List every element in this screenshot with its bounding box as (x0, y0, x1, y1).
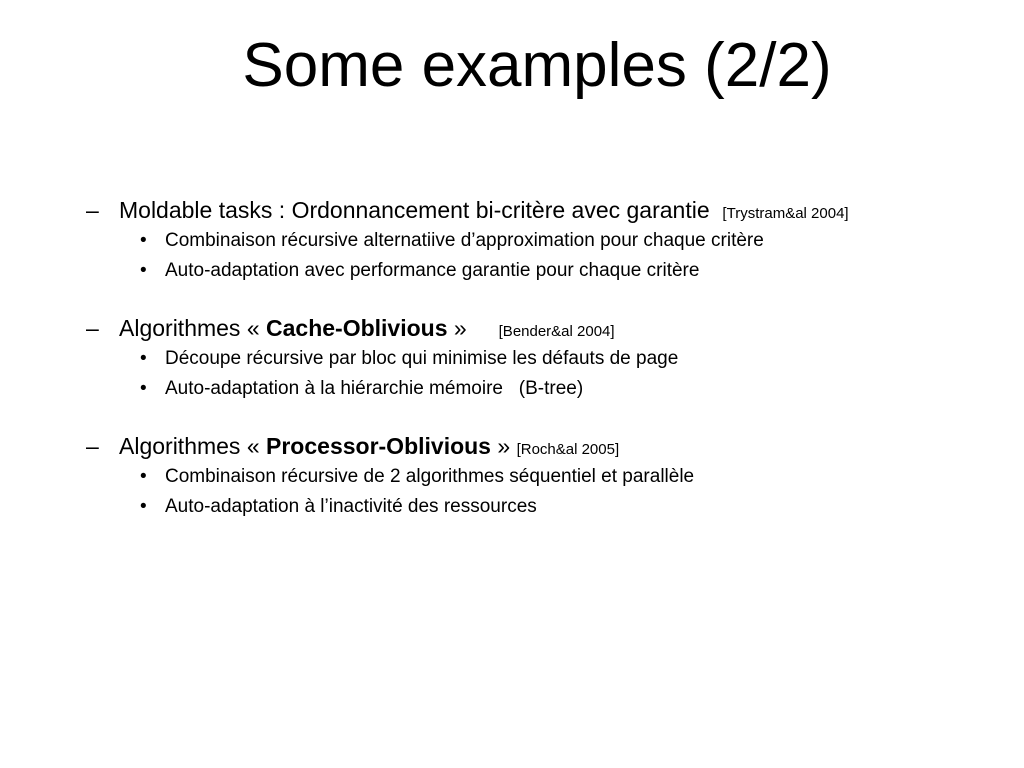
dash-marker: – (86, 315, 99, 341)
sub-item-text: Auto-adaptation à l’inactivité des ressources (165, 496, 537, 517)
item-text: Algorithmes « (119, 315, 260, 341)
item-reference: [Trystram&al 2004] (722, 205, 849, 222)
item-text: Algorithmes « (119, 433, 260, 459)
sub-item-text: Auto-adaptation à la hiérarchie mémoire (B-tree) (165, 378, 584, 399)
bullet-marker: • (140, 260, 147, 281)
sub-item-text: Combinaison récursive de 2 algorithmes séquentiel et parallèle (165, 466, 695, 487)
item-text: Moldable tasks : Ordonnancement bi-critère avec garantie (119, 197, 710, 223)
sub-item (140, 377, 583, 401)
bullet-marker: • (140, 466, 147, 487)
list-item-moldable-tasks (86, 196, 849, 228)
item-reference: [Roch&al 2005] (516, 441, 620, 458)
dash-marker: – (86, 197, 99, 223)
item-bold-term: Cache-Oblivious (266, 315, 448, 341)
list-item-cache-oblivious (86, 314, 615, 346)
sub-item (140, 259, 699, 283)
bullet-marker: • (140, 348, 147, 369)
slide-title: Some examples (2/2) (242, 31, 832, 100)
sub-item (140, 495, 537, 519)
sub-item (140, 229, 764, 253)
sub-item-text: Découpe récursive par bloc qui minimise les défauts de page (165, 348, 679, 369)
bullet-marker: • (140, 378, 147, 399)
sub-item-text: Auto-adaptation avec performance garantie pour chaque critère (165, 260, 700, 281)
bullet-marker: • (140, 230, 147, 251)
dash-marker: – (86, 433, 99, 459)
list-item-processor-oblivious (86, 432, 619, 464)
item-bold-term: Processor-Oblivious (266, 433, 491, 459)
bullet-marker: • (140, 496, 147, 517)
item-reference: [Bender&al 2004] (498, 323, 615, 340)
sub-item-text: Combinaison récursive alternatiive d’approximation pour chaque critère (165, 230, 764, 251)
sub-item (140, 347, 678, 371)
sub-item (140, 465, 694, 489)
item-text-suffix: » (497, 433, 511, 459)
item-text-suffix: » (453, 315, 467, 341)
